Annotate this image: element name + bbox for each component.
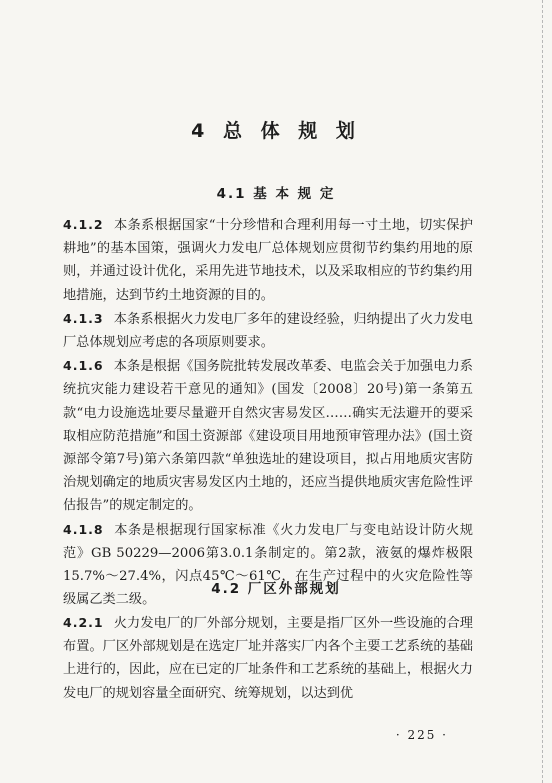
section-4-2-body xyxy=(63,611,473,705)
clause-4-1-8 xyxy=(63,518,473,612)
clause-4-1-3 xyxy=(63,307,473,354)
clause-number: 4.2.1 xyxy=(63,615,104,630)
chapter-title: 4 总 体 规 划 xyxy=(191,120,361,142)
clause-number: 4.1.8 xyxy=(63,521,104,537)
section-title-4-1: 4.1 基 本 规 定 xyxy=(216,186,336,202)
clause-4-1-2 xyxy=(63,213,473,307)
clause-text: 火力发电厂的厂外部分规划，主要是指厂区外一些设施的合理布置。厂区外部规划是在选定厂址并落实厂内各个主要工艺系统的基础上进行的，因此，应在已定的厂址条件和工艺系统的基础上，根据火力发电厂的规划容量全面研究、统筹规划，以达到优 xyxy=(63,616,473,701)
section-title-4-2: 4.2 厂区外部规划 xyxy=(211,581,341,597)
clause-text: 本条系根据火力发电厂多年的建设经验，归纳提出了火力发电厂总体规划应考虑的各项原则要求。 xyxy=(63,311,473,351)
section-4-1-body xyxy=(63,213,473,611)
clause-text: 本条是根据现行国家标准《火力发电厂与变电站设计防火规范》GB 50229—2006第3.0.1条制定的。第2款，液氨的爆炸极限15.7%～27.4%，闪点45℃～61℃，在生产过程中的火灾危险性等级属乙类二级。 xyxy=(63,522,473,608)
page-number: · 225 · xyxy=(395,728,448,742)
clause-number: 4.1.6 xyxy=(63,358,104,374)
clause-number: 4.1.2 xyxy=(63,217,104,232)
clause-text: 本条是根据《国务院批转发展改革委、电监会关于加强电力系统抗灾能力建设若干意见的通知》(国发〔2008〕20号)第一条第五款“电力设施选址要尽量避开自然灾害易发区……确实无法避开的要采取相应防范措施”和国土资源部《建设项目用地预审管理办法》(国土资源部令第7号)第六条第四款“单独选址的建设项目，拟占用地质灾害防治规划确定的地质灾害易发区内土地的，还应当提供地质灾害危险性评估报告”的规定制定的。 xyxy=(63,359,473,514)
clause-4-1-6 xyxy=(63,354,473,517)
clause-number: 4.1.3 xyxy=(63,310,104,326)
clause-text: 本条系根据国家“十分珍惜和合理利用每一寸土地，切实保护耕地”的基本国策，强调火力发电厂总体规划应贯彻节约集约用地的原则，并通过设计优化，采用先进节地技术，以及采取相应的节约集约用地措施，达到节约土地资源的目的。 xyxy=(63,218,473,303)
clause-4-2-1 xyxy=(63,611,473,705)
